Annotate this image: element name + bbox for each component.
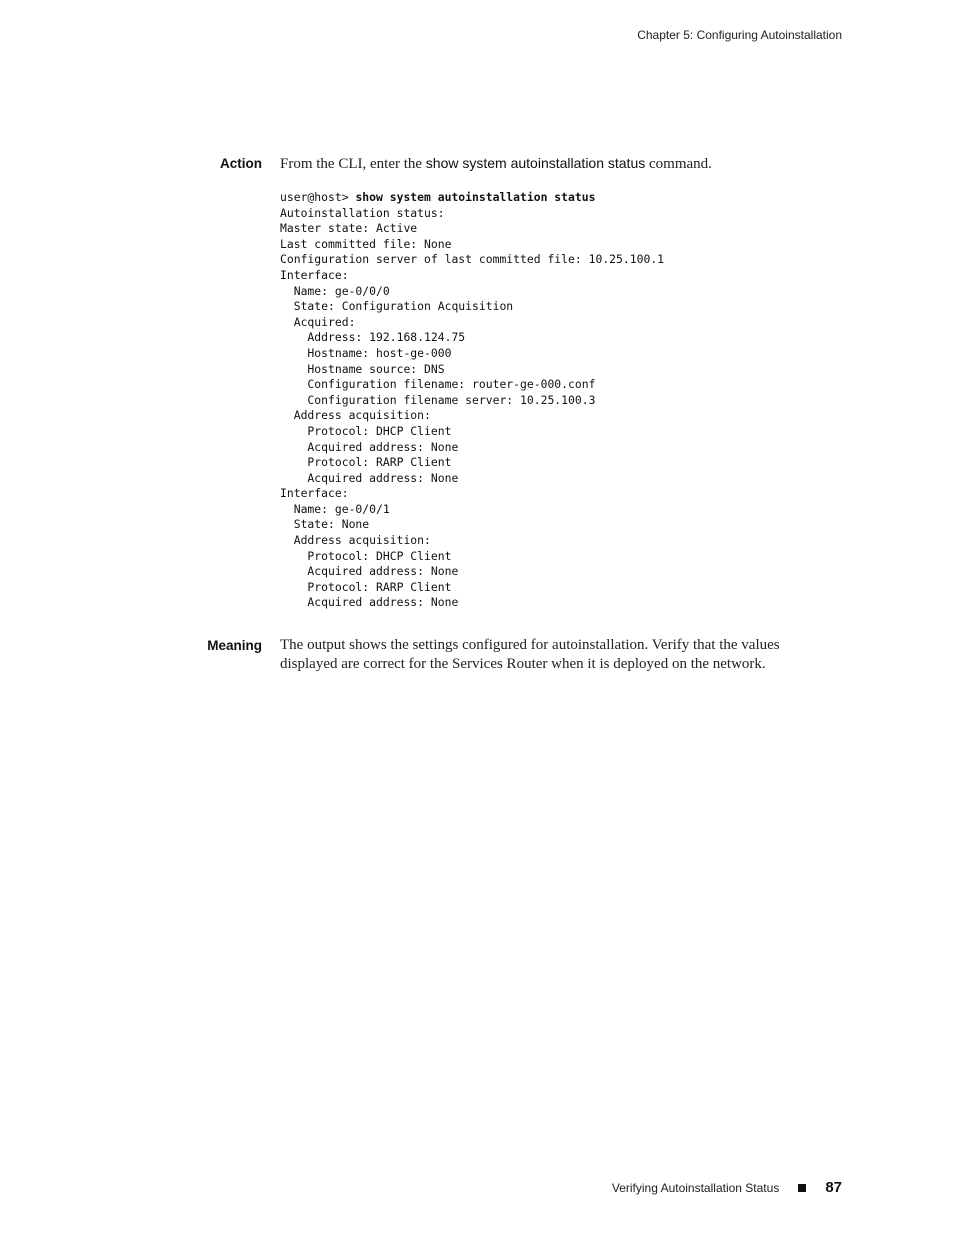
- cli-output-line: Protocol: RARP Client: [280, 455, 452, 470]
- cli-output-line: Configuration server of last committed file: 10.25.100.1: [280, 252, 665, 267]
- footer-separator-square-icon: [798, 1184, 806, 1192]
- cli-output-line: Acquired:: [280, 314, 356, 329]
- cli-output-line: Configuration filename server: 10.25.100.3: [280, 392, 596, 407]
- cli-output-lines: [280, 206, 664, 611]
- cli-output-line: Last committed file: None: [280, 236, 452, 251]
- cli-output-line: Name: ge-0/0/0: [280, 283, 390, 298]
- cli-output-line: Address: 192.168.124.75: [280, 330, 466, 345]
- cli-output-line: Protocol: DHCP Client: [280, 548, 452, 563]
- meaning-line-1: The output shows the settings configured for autoinstallation. Verify that the values: [280, 637, 780, 653]
- meaning-line-2: displayed are correct for the Services Router when it is deployed on the network.: [280, 655, 766, 672]
- running-header: Chapter 5: Configuring Autoinstallation: [637, 28, 842, 42]
- action-text-before: From the CLI, enter the: [280, 156, 426, 172]
- action-label: Action: [220, 156, 262, 171]
- cli-command-line: [280, 190, 664, 206]
- cli-output-line: Acquired address: None: [280, 595, 459, 610]
- meaning-label: Meaning: [207, 638, 262, 653]
- cli-output-block: [280, 190, 664, 611]
- cli-output-line: Autoinstallation status:: [280, 205, 445, 220]
- meaning-paragraph: [280, 636, 845, 673]
- cli-output-line: Interface:: [280, 486, 349, 501]
- cli-output-line: Protocol: RARP Client: [280, 579, 452, 594]
- footer-section-title: Verifying Autoinstallation Status: [611, 1180, 780, 1195]
- action-paragraph: [280, 154, 845, 174]
- cli-output-line: Hostname: host-ge-000: [280, 345, 452, 360]
- cli-prompt: user@host>: [280, 190, 356, 204]
- page-number: 87: [825, 1179, 842, 1196]
- cli-output-line: Acquired address: None: [280, 470, 459, 485]
- action-inline-command: show system autoinstallation status: [425, 155, 646, 171]
- cli-output-line: Address acquisition:: [280, 533, 431, 548]
- cli-output-line: Configuration filename: router-ge-000.conf: [280, 377, 596, 392]
- cli-output-line: Interface:: [280, 267, 349, 282]
- cli-output-line: Hostname source: DNS: [280, 361, 445, 376]
- cli-output-line: Acquired address: None: [280, 439, 459, 454]
- action-text-after: command.: [645, 156, 712, 172]
- page-footer: [612, 1179, 842, 1196]
- cli-output-line: Acquired address: None: [280, 564, 459, 579]
- cli-output-line: Protocol: DHCP Client: [280, 423, 452, 438]
- cli-output-line: State: None: [280, 517, 370, 532]
- cli-command: show system autoinstallation status: [355, 190, 596, 204]
- cli-output-line: State: Configuration Acquisition: [280, 299, 514, 314]
- cli-output-line: Master state: Active: [280, 221, 418, 236]
- cli-output-line: Name: ge-0/0/1: [280, 501, 390, 516]
- cli-output-line: Address acquisition:: [280, 408, 431, 423]
